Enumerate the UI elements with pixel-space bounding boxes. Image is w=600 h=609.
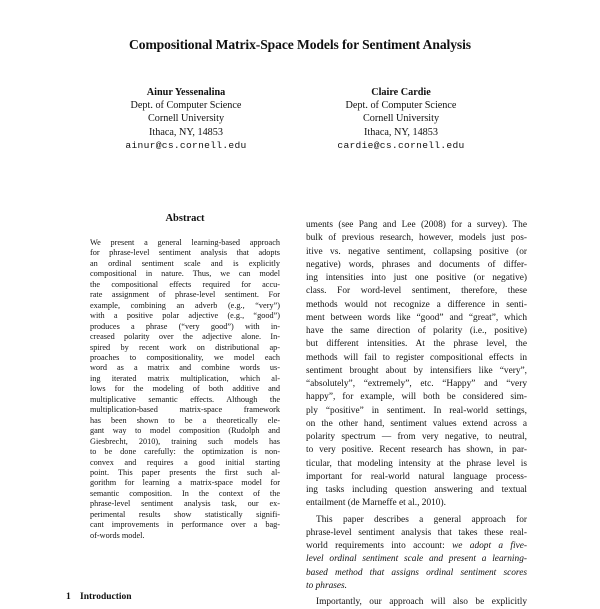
author-location: Ithaca, NY, 14853 [149,126,223,138]
text-line: polarity spectrum — from very negative, to neutral, [306,432,527,442]
text-line: to phrases. [306,580,348,591]
abstract-line: to be done carefully: the optimization is non- [90,447,280,457]
abstract-line: with a positive polar adjective (e.g., “good”) [90,311,280,321]
abstract-line: for phrase-level sentiment analysis that adopts [90,248,280,258]
text-line: important for real-world natural language process- [306,471,527,482]
text-line: class. For word-level sentiment, therefore, these [306,286,527,297]
text-line: ply “positive” in sentiment. In real-world settings, [306,405,527,416]
text-line: uments (see Pang and Lee (2008) for a survey). The [306,220,527,230]
intro-paragraph-next [306,596,527,609]
author-location: Ithaca, NY, 14853 [364,126,438,138]
author-email: ainur@cs.cornell.edu [125,139,247,151]
abstract-line: multiplication-based matrix-space framework [90,405,280,415]
abstract-line: produces a phrase (“very good”) with in- [90,321,280,331]
text-line: methods will fail to register compositional effects in [306,352,527,363]
abstract-line: creased polarity over the adjective alone. In- [90,332,280,342]
author-name: Claire Cardie [371,87,431,98]
text-line: have the same direction of polarity (i.e., positive) [306,326,527,336]
abstract-line: Giesbrecht, 2010), training such models has [90,436,280,446]
abstract-line: gant way to model composition (Rudolph and [90,426,280,436]
text-line: ing intensities into just one positive (or negative) [306,273,527,283]
text-line: methods would not recognize a difference in senti- [306,299,527,310]
abstract-line: word as a matrix and combine words us- [90,363,280,373]
section-number: 1 [66,592,71,602]
section-heading-introduction [66,592,132,602]
text-line: happy”, for example, will both be considered sim- [306,392,527,403]
author-department: Dept. of Computer Science [130,100,242,112]
author-institution: Cornell University [147,113,225,125]
text-line: based method that assigns ordinal sentiment scores [306,567,527,578]
abstract-line: semantic composition. In the context of the [90,488,280,498]
abstract-line: We present a general learning-based approach [90,238,280,247]
abstract-line: compositional in nature. Thus, we can model [90,269,280,279]
text-line: This paper describes a general approach for [316,514,527,525]
text-line: phrase-level sentiment analysis that takes these real- [306,527,527,538]
abstract-heading: Abstract [165,213,205,224]
author-block-second [301,86,501,152]
text-line: on the other hand, sentiment values extend across a [306,418,527,429]
text-line: but different intensities. At the phrase level, the [306,339,527,350]
text-line: ment between words like “good” and “great”, which [306,312,527,323]
abstract-line: example, combining an adverb (e.g., “very”) [90,300,280,310]
text-line: Importantly, our approach will also be explicitly [316,597,527,607]
text-line: ing tasks including question answering and textual [306,485,527,495]
abstract-line: convex and requires a good initial starting [90,457,280,467]
right-column-text [306,219,527,609]
text-line: itive vs. negative sentiment, collapsing positive (or [306,246,527,257]
author-institution: Cornell University [362,113,440,125]
abstract-body [90,238,280,541]
intro-paragraph-approach [306,514,527,594]
abstract-line: cant improvements in performance over a bag- [90,520,280,530]
abstract-line: ing iterated matrix multiplication, which al- [90,373,280,383]
abstract-line: lows for the modeling of both additive and [90,384,280,394]
abstract-line: the compositional effects required for accu- [90,279,280,289]
abstract-line: has been shown to be a theoretically ele- [90,415,280,425]
abstract-line: point. This paper presents the first such al- [90,467,280,477]
abstract-line: an ordinal sentiment scale and is explicitly [90,258,280,268]
abstract-line: spired by recent work on distributional ap- [90,342,280,352]
author-department: Dept. of Computer Science [345,100,457,112]
text-line: “absolutely”, “extremely”, etc. “Happy” and “very [306,379,527,389]
author-name: Ainur Yessenalina [146,87,226,98]
text-line: ticular, that modeling intensity at the phrase level is [306,458,527,469]
abstract-line: gorithm for learning a matrix-space model for [90,478,280,488]
intro-paragraph-continued [306,219,527,511]
text-line: world requirements into account: we adopt a five- [306,541,527,551]
author-email: cardie@cs.cornell.edu [337,139,465,151]
author-block-first [86,86,286,152]
abstract-line: rate assignment of phrase-level sentiment. For [90,290,280,300]
paper-title: Compositional Matrix-Space Models for Sentiment Analysis [129,37,471,52]
text-line: to very positive. Recent research has shown, in par- [306,445,527,456]
abstract-line: multiplicative semantic effects. Although the [90,394,280,404]
abstract-line: phrase-level sentiment analysis task, our ex- [90,499,280,509]
text-line: negative) words, phrases and documents of differ- [306,259,527,270]
text-line: bulk of previous research, however, models just pos- [306,233,527,244]
section-title: Introduction [80,592,132,602]
text-line: sentiment brought about by intensifiers like “very”, [306,365,527,376]
text-line: level ordinal sentiment scale and present a learning- [306,554,527,565]
text-line: entailment (de Marneffe et al., 2010). [306,498,446,509]
abstract-line: of-words model. [90,530,145,540]
abstract-line: proaches to compositionality, we model each [90,352,280,362]
abstract-line: perimental results show statistically signifi- [90,509,280,519]
emphasized-text: we adopt a five- [452,541,527,551]
